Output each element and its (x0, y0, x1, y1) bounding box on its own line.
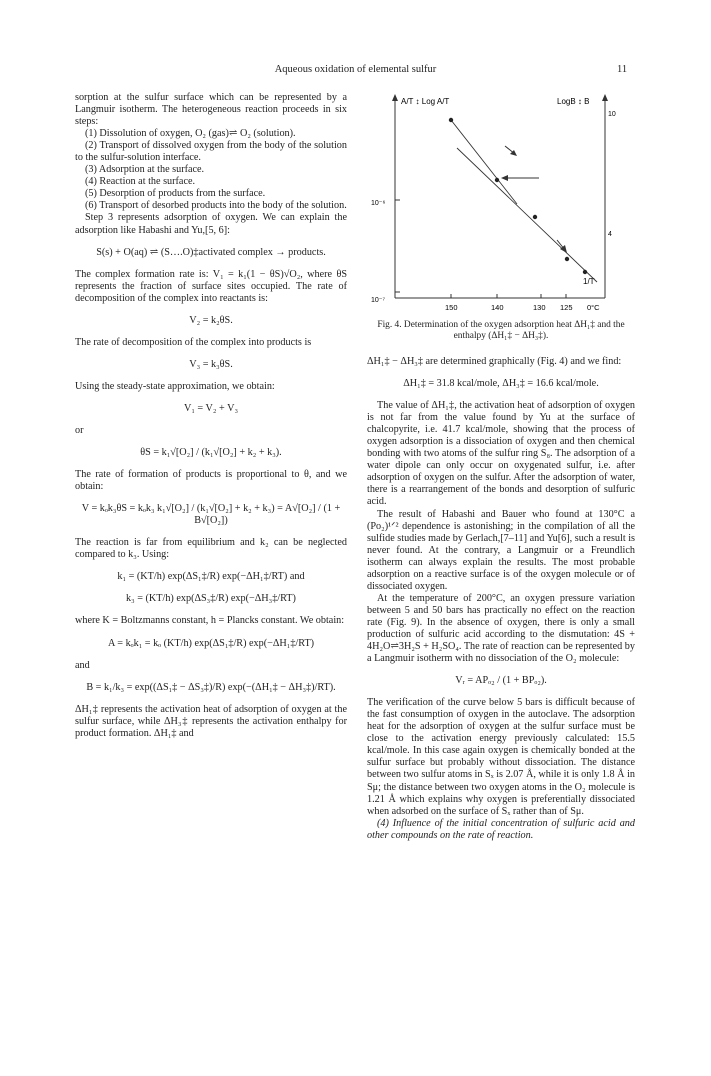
lower-point-2 (565, 257, 569, 261)
right-axis-arrow-icon (602, 94, 608, 101)
equilibrium-paragraph: The reaction is far from equilibrium and k₂ can be neglected compared to k₃. Using: (75, 537, 347, 561)
line-label: 1/T (583, 277, 595, 286)
equation-dh: ΔH₁‡ = 31.8 kcal/mole, ΔH₃‡ = 16.6 kcal/mole. (403, 378, 599, 390)
y-label-mid-left: 10⁻⁶ (371, 200, 386, 207)
equation-theta: θS = k₁√[O₂] / (k₁√[O₂] + k₂ + k₃). (140, 447, 282, 459)
paragraph-activation-heat: The value of ΔH₁‡, the activation heat of adsorption of oxygen is not far from the value found by Yu at the surface of chalcopyrite, i.e. 41.7 kcal/mole, showing that the process of oxygen adsorption is a dissociation of oxygen and then chemical bonding with two atoms of the sulfur ring S₈. The adsorption of a water dipole can only occur on oxygenated sulfur, i.e. after adsorption of oxygen on the sulfur. After the adsorption of water, there is a rearrangement of the bonds and desorption of sulfuric acid. (367, 400, 635, 508)
equation-v: V = kₒk₃θS = kₒk₃ k₁√[O₂] / (k₁√[O₂] + k₂ + k₃) = A√[O₂] / (1 + B√[O₂]) (81, 503, 341, 527)
equation-b: B = k₁/k₃ = exp((ΔS₁‡ − ΔS₃‡)/R) exp(−(ΔH₁‡ − ΔH₃‡)/RT). (86, 681, 336, 693)
or-text: or (75, 424, 84, 436)
x-label-130: 130 (533, 303, 546, 312)
running-title: Aqueous oxidation of elemental sulfur (274, 64, 437, 75)
step-6: (6) Transport of desorbed products into the body of the solution. (85, 200, 347, 212)
page-number: 11 (617, 64, 628, 75)
x-label-125: 125 (560, 303, 573, 312)
paragraph-habashi: The result of Habashi and Bauer who found at 130°C a (Po₂)¹ᐟ² dependence is astonishing; in the compilation of all the sulfide studies made by Gerlach,[7–11] and Yu[6], such a result is never found. At the contrary, a Langmuir or a Freundlich isotherm can always explain the results. The most probable adsorption on a reactive surface is of the oxygen molecule or of dissociated oxygen. (367, 508, 636, 592)
figure-4-plot (367, 92, 635, 320)
x-label-140: 140 (491, 303, 504, 312)
intro-paragraph: sorption at the sulfur surface which can be represented by a Langmuir isotherm. The heterogeneous reaction proceeds in six steps: (75, 92, 347, 128)
lower-trend-line (457, 148, 597, 282)
y-label-top-right: 10 (608, 111, 616, 118)
step-2: (2) Transport of dissolved oxygen from the body of the solution to the sulfur-solution interface. (75, 140, 347, 164)
arrow-left-icon (501, 175, 508, 181)
right-column (367, 92, 635, 842)
left-axis-label: A/T ↕ Log A/T (401, 97, 450, 106)
equation-v2: V₂ = k₂θS. (189, 314, 233, 326)
equation-k1: k₁ = (KT/h) exp(ΔS₁‡/R) exp(−ΔH₁‡/RT) and (117, 571, 305, 583)
proportional-paragraph: The rate of formation of products is proportional to θ, and we obtain: (75, 469, 347, 493)
step-1: (1) Dissolution of oxygen, O₂ (gas)⇌ O₂ (solution). (85, 128, 296, 140)
complex-rate-paragraph: The complex formation rate is: V₁ = k₁(1 − θS)√O₂, where θS represents the fraction of surface sites occupied. The rate of decomposition of the complex into reactants is: (75, 268, 347, 304)
equation-a: A = kₒk₁ = kₒ (KT/h) exp(ΔS₁‡/R) exp(−ΔH₁‡/RT) (107, 637, 315, 649)
step3-paragraph: Step 3 represents adsorption of oxygen. We can explain the adsorption like Habashi and Yu,[5, 6]: (75, 212, 347, 236)
upper-trend-line (451, 120, 517, 204)
figure-4 (367, 92, 635, 320)
enthalpy-paragraph: ΔH₁‡ represents the activation heat of adsorption of oxygen at the sulfur surface, while ΔH₃‡ represents the activation enthalpy for product formation. ΔH₁‡ and (75, 703, 347, 739)
right-axis-label: LogB ↕ B (557, 97, 590, 106)
lower-point-1 (533, 215, 537, 219)
constants-paragraph: where K = Boltzmanns constant, h = Plancks constant. We obtain: (75, 615, 345, 627)
equation-k3: k₃ = (KT/h) exp(ΔS₃‡/R) exp(−ΔH₃‡/RT) (126, 593, 296, 605)
lower-point-3 (583, 270, 587, 274)
decomposition-paragraph: The rate of decomposition of the complex into products is (75, 336, 312, 348)
x-label-0c: 0°C (587, 303, 600, 312)
paragraph-temperature: At the temperature of 200°C, an oxygen pressure variation between 5 and 50 bars has practically no effect on the reaction rate (Fig. 9). In the absence of oxygen, there is only a small production of sulfuric acid according to the dismutation: 4S + 4H₂O⇌3H₂S + H₂SO₄. The rate of reaction can be represented by a Langmuir isotherm with no dissociation of the O₂ molecule: (367, 592, 635, 665)
upper-point-2 (495, 178, 499, 182)
equation-v1: V₁ = V₂ + V₃ (183, 402, 239, 414)
x-label-150: 150 (445, 303, 458, 312)
left-axis-arrow-icon (392, 94, 398, 101)
equation-v3: V₃ = k₃θS. (189, 358, 233, 370)
step-4: (4) Reaction at the surface. (85, 176, 196, 188)
step-5: (5) Desorption of products from the surface. (85, 188, 266, 200)
y-label-bottom-left: 10⁻⁷ (371, 297, 386, 304)
equation-vr: Vᵣ = APₒ₂ / (1 + BPₒ₂). (455, 675, 547, 687)
and-text: and (75, 659, 90, 671)
left-column (75, 92, 347, 740)
equation-scheme: S(s) + O(aq) ⇌ (S….O)‡activated complex → products. (96, 246, 326, 258)
step-3: (3) Adsorption at the surface. (85, 164, 205, 176)
upper-point-1 (449, 118, 453, 122)
paragraph-verification: The verification of the curve below 5 bars is difficult because of the fast consumption of oxygen in the autoclave. The adsorption heat for the adsorption of oxygen at the sulfur surface must be close to the activation energy previously calculated: 15.5 kcal/mole. In this case again oxygen is chemically bonded at the sulfur surface but probably without dissociation. The distance between two sulfur atoms in Sₓ is 2.07 Å, while it is only 1.8 Å in Sμ; the distance between two oxygen atoms in the O₂ molecule is 1.21 Å which explains why oxygen is preferentially dissociated when adsorbed on the surface of Sₓ rather than of Sμ. (367, 697, 635, 817)
graphical-paragraph: ΔH₁‡ − ΔH₃‡ are determined graphically (Fig. 4) and we find: (367, 356, 622, 367)
figure-4-caption: Fig. 4. Determination of the oxygen adsorption heat ΔH₁‡ and the enthalpy (ΔH₁‡ − ΔH₃‡). (377, 320, 625, 341)
arrow-lower-icon (560, 245, 567, 253)
steady-state-paragraph: Using the steady-state approximation, we obtain: (75, 380, 275, 392)
section-heading: (4) Influence of the initial concentration of sulfuric acid and other compounds on the rate of reaction. (367, 817, 635, 841)
mid-right-label: 4 (608, 231, 612, 238)
